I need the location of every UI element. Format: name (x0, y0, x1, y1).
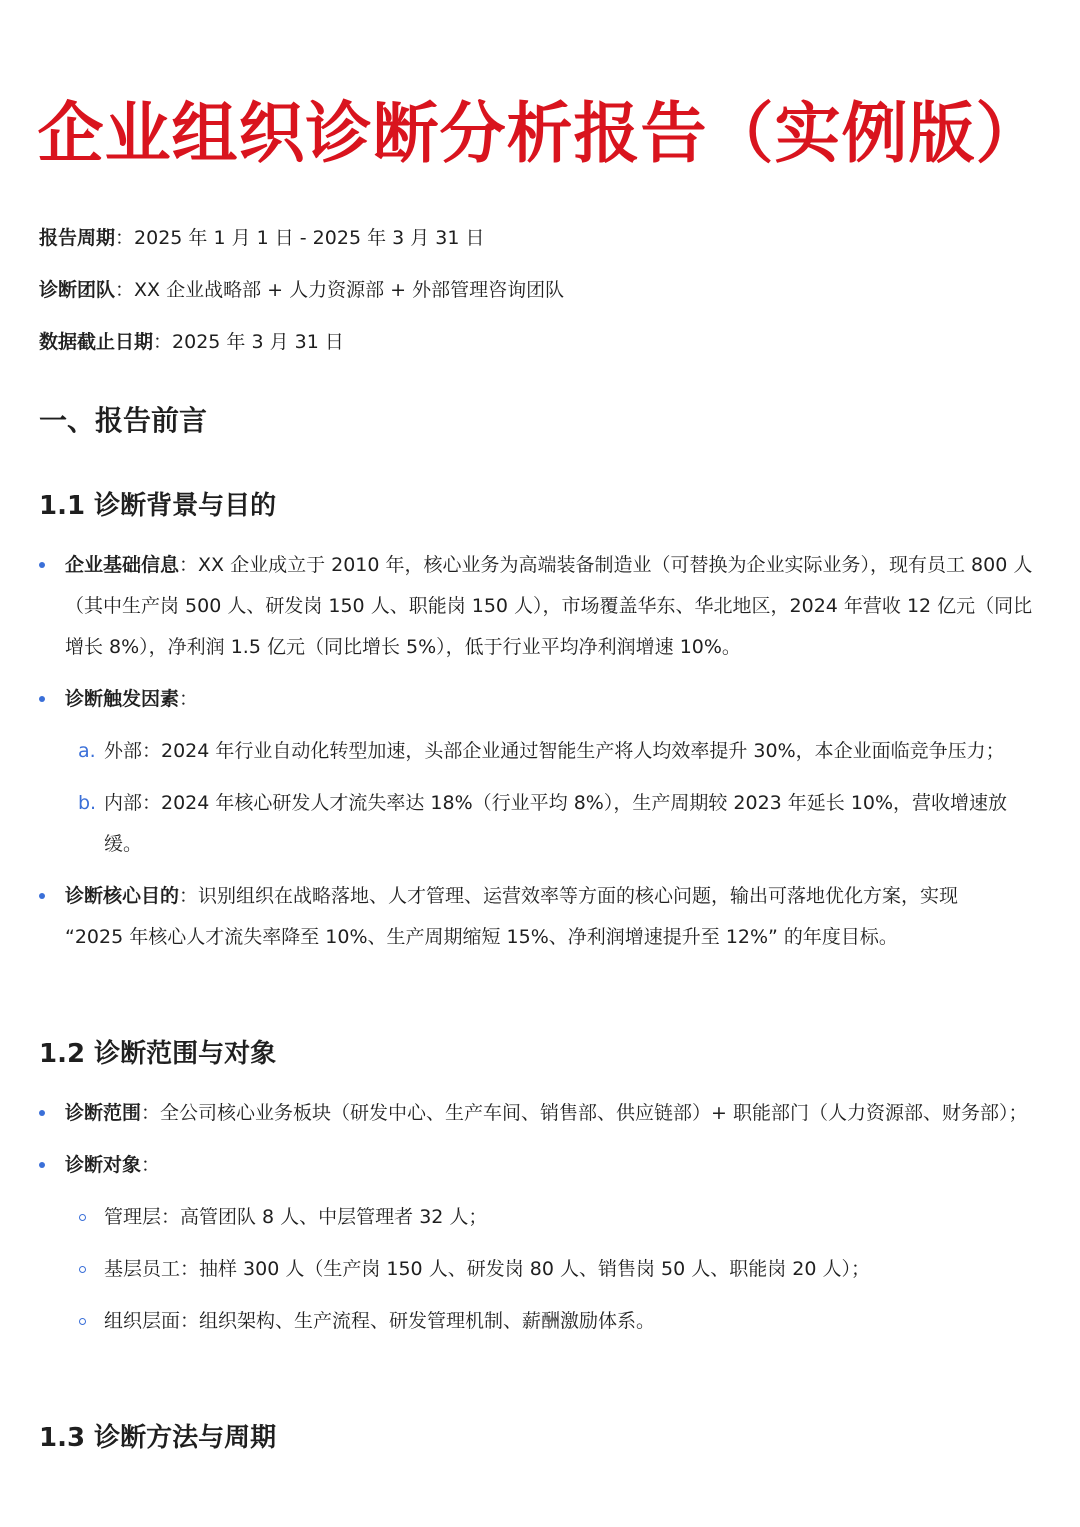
list-item (39, 1197, 1039, 1238)
report-title: 企业组织诊断分析报告（实例版） (37, 95, 1043, 172)
circle-bullet-icon (79, 1318, 86, 1325)
meta-label: 报告周期 (39, 227, 116, 249)
meta-period (39, 225, 485, 251)
meta-value: ：2025 年 3 月 31 日 (153, 331, 344, 353)
list-item (39, 1145, 1039, 1186)
meta-label: 数据截止日期 (39, 331, 154, 353)
item-label: 诊断触发因素 (65, 688, 180, 710)
item-label: 企业基础信息 (65, 554, 180, 576)
list-marker: a. (78, 740, 96, 762)
subsection-heading: 1.1 诊断背景与目的 (39, 491, 277, 521)
circle-bullet-icon (79, 1214, 86, 1221)
list-item (39, 679, 1039, 720)
bullet-icon (39, 696, 45, 702)
subsection-heading: 1.3 诊断方法与周期 (39, 1423, 277, 1453)
meta-value: ：XX 企业战略部 + 人力资源部 + 外部管理咨询团队 (115, 279, 565, 301)
list-s12 (39, 1093, 1039, 1342)
list-s11 (39, 545, 1039, 958)
list-item (39, 783, 1039, 865)
list-item (39, 1093, 1039, 1134)
meta-label: 诊断团队 (39, 279, 116, 301)
section-heading: 一、报告前言 (39, 404, 208, 437)
bullet-icon (39, 562, 45, 568)
bullet-icon (39, 893, 45, 899)
meta-value: ：2025 年 1 月 1 日 - 2025 年 3 月 31 日 (115, 227, 485, 249)
list-item (39, 876, 1039, 958)
list-marker: b. (78, 792, 97, 814)
item-label: 诊断对象 (65, 1154, 142, 1176)
list-item (39, 1301, 1039, 1342)
item-text: 外部：2024 年行业自动化转型加速，头部企业通过智能生产将人均效率提升 30%，本企业面临竞争压力； (104, 740, 1005, 762)
bullet-icon (39, 1162, 45, 1168)
list-item (39, 731, 1039, 772)
item-label: 诊断核心目的 (65, 885, 180, 907)
subsection-heading: 1.2 诊断范围与对象 (39, 1039, 277, 1069)
item-text: 基层员工：抽样 300 人（生产岗 150 人、研发岗 80 人、销售岗 50 人、职能岗 20 人）； (104, 1258, 870, 1280)
item-text: ： (179, 688, 199, 710)
item-text: 组织层面：组织架构、生产流程、研发管理机制、薪酬激励体系。 (104, 1310, 656, 1332)
list-item (39, 1249, 1039, 1290)
item-text: ： (141, 1154, 161, 1176)
meta-team (39, 277, 564, 303)
circle-bullet-icon (79, 1266, 86, 1273)
item-text: ：识别组织在战略落地、人才管理、运营效率等方面的核心问题，输出可落地优化方案，实现 “2025 年核心人才流失率降至 10%、生产周期缩短 15%、净利润增速提升至 12%” 的年度目标。 (65, 885, 959, 948)
meta-cutoff (39, 329, 344, 355)
item-text: 管理层：高管团队 8 人、中层管理者 32 人； (104, 1206, 488, 1228)
item-label: 诊断范围 (65, 1102, 142, 1124)
item-text: ：全公司核心业务板块（研发中心、生产车间、销售部、供应链部）+ 职能部门（人力资源部、财务部）； (141, 1102, 1028, 1124)
bullet-icon (39, 1110, 45, 1116)
list-item (39, 545, 1045, 668)
item-text: 内部：2024 年核心研发人才流失率达 18%（行业平均 8%），生产周期较 2023 年延长 10%，营收增速放缓。 (104, 792, 1008, 855)
item-text: ：XX 企业成立于 2010 年，核心业务为高端装备制造业（可替换为企业实际业务），现有员工 800 人（其中生产岗 500 人、研发岗 150 人、职能岗 150 人），市场覆盖华东、华北地区，2024 年营收 12 亿元（同比增长 8%），净利润 1.5 亿元（同比增长 5%），低于行业平均净利润增速 10%。 (65, 554, 1033, 658)
